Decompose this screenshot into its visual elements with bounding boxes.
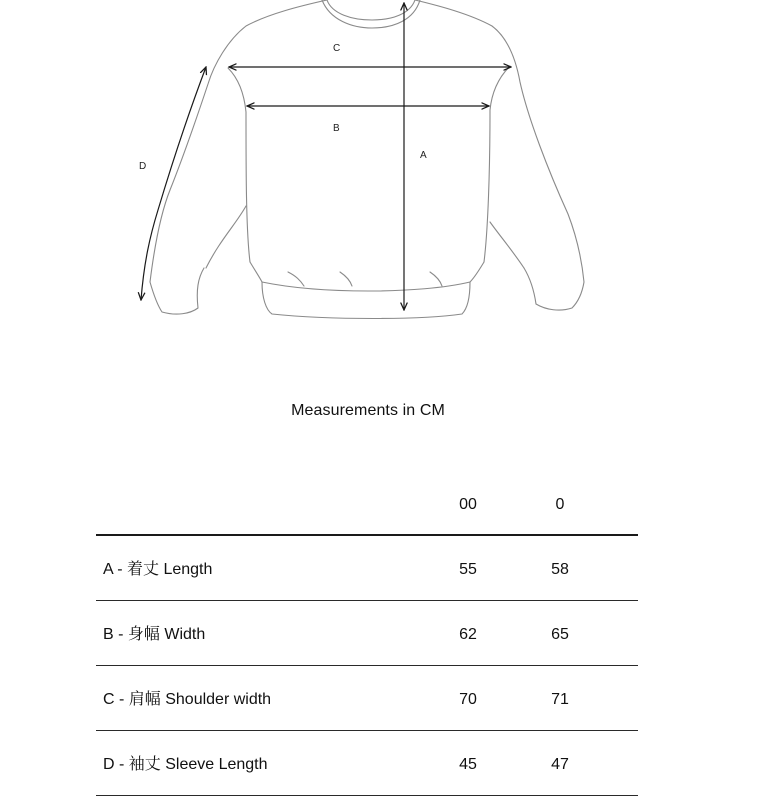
left-sleeve-inner: [206, 206, 246, 268]
row-label: D - 袖丈 Sleeve Length: [103, 756, 268, 773]
column-header-size-0: 0: [555, 496, 565, 513]
value-size-00: 70: [459, 691, 477, 708]
left-shoulder-seam: [228, 68, 246, 112]
value-size-00: 62: [459, 626, 477, 643]
label-a: A: [420, 150, 427, 161]
left-cuff: [150, 268, 204, 314]
right-outer-contour: [415, 0, 584, 282]
hem-gather-3: [430, 272, 442, 286]
page-title: Measurements in CM: [291, 402, 445, 419]
hem-gather-1: [288, 272, 304, 286]
right-sleeve-inner: [490, 222, 524, 268]
hem-gather-2: [340, 272, 352, 286]
table-row-shoulder-width: [96, 666, 638, 731]
right-hem-corner: [470, 262, 484, 282]
value-size-0: 71: [551, 691, 569, 708]
label-d: D: [139, 161, 147, 172]
column-header-size-00: 00: [459, 496, 477, 513]
value-size-00: 45: [459, 756, 477, 773]
left-outer-contour: [150, 0, 327, 282]
hem-top: [262, 282, 470, 291]
table-row-length: [96, 536, 638, 601]
row-label: C - 肩幅 Shoulder width: [103, 691, 272, 708]
value-size-0: 65: [551, 626, 569, 643]
value-size-0: 58: [551, 561, 569, 578]
row-label: A - 着丈 Length: [103, 561, 213, 578]
label-c: C: [333, 43, 341, 54]
value-size-0: 47: [551, 756, 569, 773]
row-label: B - 身幅 Width: [103, 626, 206, 643]
sweatshirt-illustration: [0, 0, 764, 340]
left-body-side: [246, 112, 250, 262]
neckline: [327, 0, 415, 20]
sleeve-length-arrow: [141, 67, 206, 300]
sweatshirt-diagram: [0, 0, 764, 340]
garment-outline: [150, 0, 584, 319]
right-body-side: [484, 110, 490, 262]
value-size-00: 55: [459, 561, 477, 578]
right-cuff: [524, 268, 584, 310]
table-row-width: [96, 601, 638, 666]
left-hem-corner: [250, 262, 262, 282]
size-table: [96, 486, 638, 796]
neck-rib: [322, 0, 420, 28]
table-header: [96, 486, 638, 536]
right-shoulder-seam: [490, 66, 510, 110]
label-b: B: [333, 123, 340, 134]
